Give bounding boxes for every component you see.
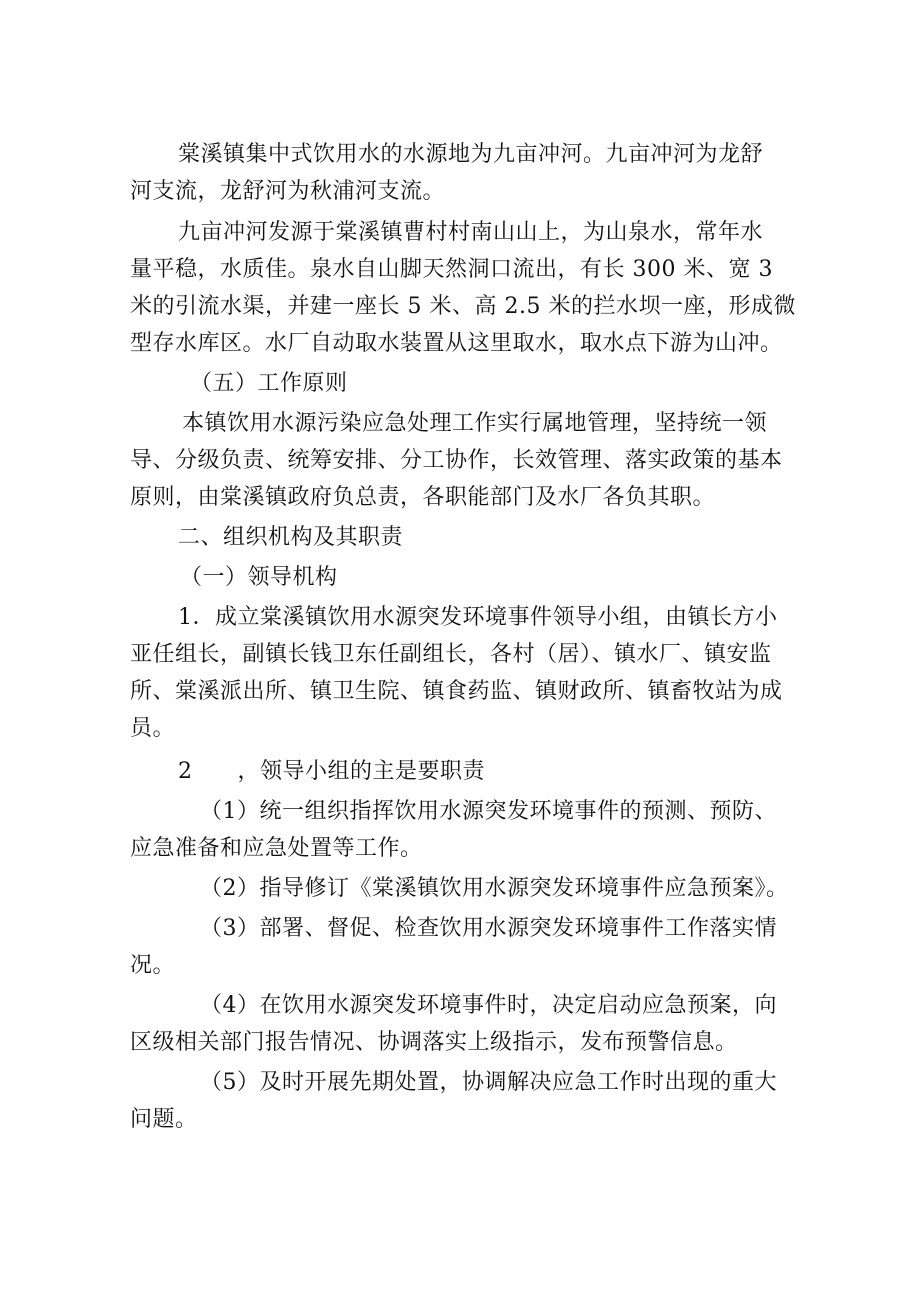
list-item-line: （5）及时开展先期处置，协调解决应急工作时出现的重大 xyxy=(200,1070,777,1095)
list-item-line: （3）部署、督促、检查饮用水源突发环境事件工作落实情 xyxy=(200,916,777,941)
section-heading: （五）工作原则 xyxy=(190,371,348,396)
section-heading: （一）领导机构 xyxy=(180,565,338,590)
list-item-line: （1）统一组织指挥饮用水源突发环境事件的预测、预防、 xyxy=(200,799,777,824)
paragraph-line: 员。 xyxy=(130,716,176,741)
paragraph-line: 原则，由棠溪镇政府负总责，各职能部门及水厂各负其职。 xyxy=(130,485,716,510)
list-item-line: （4）在饮用水源突发环境事件时，决定启动应急预案，向 xyxy=(200,993,777,1018)
list-item-line: 况。 xyxy=(130,953,176,978)
paragraph-line: 亚任组长，副镇长钱卫东任副组长，各村（居）、镇水厂、镇安监 xyxy=(130,642,772,667)
chapter-heading: 二、组织机构及其职责 xyxy=(178,525,404,550)
list-item-line: 应急准备和应急处置等工作。 xyxy=(130,836,423,861)
paragraph-line: 所、棠溪派出所、镇卫生院、镇食药监、镇财政所、镇畜牧站为成 xyxy=(130,679,783,704)
paragraph-line: 九亩冲河发源于棠溪镇曹村村南山山上，为山泉水，常年水 xyxy=(178,220,764,245)
list-item-line: 区级相关部门报告情况、协调落实上级指示，发布预警信息。 xyxy=(130,1030,738,1055)
paragraph-line: 米的引流水渠，并建一座长 5 米、高 2.5 米的拦水坝一座，形成微 xyxy=(130,294,796,319)
paragraph-line: 棠溪镇集中式饮用水的水源地为九亩冲河。九亩冲河为龙舒 xyxy=(178,142,764,167)
list-item-line: 问题。 xyxy=(130,1107,198,1132)
paragraph-line: 本镇饮用水源污染应急处理工作实行属地管理，坚持统一领 xyxy=(182,411,768,436)
paragraph-line: 型存水库区。水厂自动取水装置从这里取水，取水点下游为山冲。 xyxy=(130,331,783,356)
subsection-heading: 2 ，领导小组的主是要职责 xyxy=(178,759,485,784)
paragraph-line: 量平稳，水质佳。泉水自山脚天然洞口流出，有长 300 米、宽 3 xyxy=(130,257,773,282)
list-item-line: （2）指导修订《棠溪镇饮用水源突发环境事件应急预案》。 xyxy=(200,876,789,901)
paragraph-line: 1．成立棠溪镇饮用水源突发环境事件领导小组，由镇长方小 xyxy=(178,605,778,630)
paragraph-line: 导、分级负责、统筹安排、分工协作，长效管理、落实政策的基本 xyxy=(130,448,783,473)
paragraph-line: 河支流，龙舒河为秋浦河支流。 xyxy=(130,179,446,204)
